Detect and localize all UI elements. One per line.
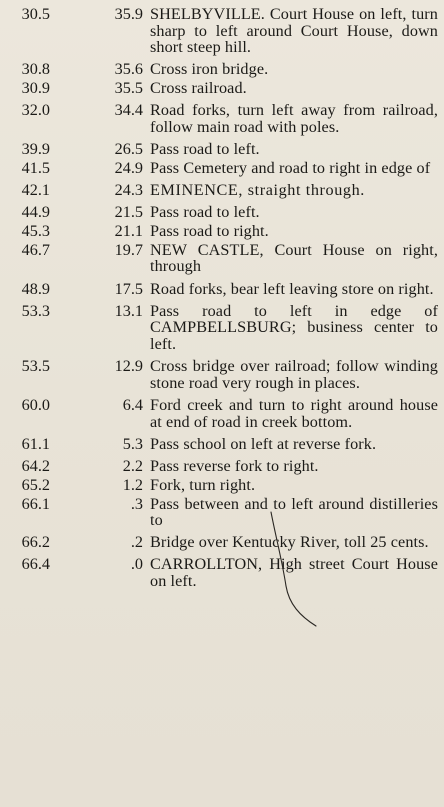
mileage-cumulative: 42.1 bbox=[21, 181, 50, 200]
route-entry bbox=[0, 158, 444, 177]
mileage-remaining: .3 bbox=[130, 494, 143, 513]
mileage-cumulative: 64.2 bbox=[21, 456, 50, 475]
route-direction-text: Pass reverse fork to right. bbox=[150, 456, 319, 475]
mileage-remaining: 1.2 bbox=[122, 475, 143, 494]
route-entry bbox=[0, 177, 444, 199]
mileage-remaining: 26.5 bbox=[114, 140, 143, 159]
route-entry bbox=[0, 56, 444, 78]
route-direction-text: Bridge over Kentucky River, toll 25 cents. bbox=[150, 533, 429, 552]
mileage-remaining: 35.5 bbox=[114, 79, 143, 98]
mileage-remaining: 2.2 bbox=[122, 456, 143, 475]
mileage-remaining: 24.3 bbox=[114, 181, 143, 200]
route-direction-text: NEW CASTLE, Court House on right, through bbox=[150, 240, 438, 276]
route-entry bbox=[0, 529, 444, 551]
route-direction-text: Pass road to left in edge of CAMPBELLSBURG; business center to left. bbox=[150, 301, 438, 353]
mileage-remaining: 35.6 bbox=[114, 60, 143, 79]
route-direction-text: Ford creek and turn to right around house at end of road in creek bottom. bbox=[150, 395, 438, 431]
mileage-remaining: 21.1 bbox=[114, 222, 143, 241]
route-direction-text: Pass school on left at reverse fork. bbox=[150, 434, 377, 453]
mileage-remaining: 17.5 bbox=[114, 279, 143, 298]
mileage-remaining: 12.9 bbox=[114, 357, 143, 376]
route-entry bbox=[0, 199, 444, 221]
route-entry bbox=[0, 136, 444, 158]
mileage-remaining: 5.3 bbox=[122, 434, 143, 453]
route-entry bbox=[0, 353, 444, 392]
route-direction-text: Cross railroad. bbox=[150, 79, 247, 98]
mileage-cumulative: 46.7 bbox=[21, 240, 50, 259]
route-entry bbox=[0, 6, 444, 56]
route-log-table bbox=[0, 6, 444, 590]
route-direction-text: Cross bridge over railroad; follow winding stone road very rough in places. bbox=[150, 357, 438, 392]
route-entry bbox=[0, 430, 444, 452]
mileage-cumulative: 53.5 bbox=[21, 357, 50, 376]
route-direction-text: Cross iron bridge. bbox=[150, 60, 269, 79]
route-direction-text: Fork, turn right. bbox=[150, 475, 256, 494]
mileage-cumulative: 32.0 bbox=[21, 101, 50, 120]
mileage-cumulative: 39.9 bbox=[21, 140, 50, 159]
route-entry bbox=[0, 221, 444, 240]
route-direction-text: Road forks, turn left away from railroad, follow main road with poles. bbox=[150, 101, 438, 136]
mileage-remaining: 24.9 bbox=[114, 158, 143, 177]
mileage-cumulative: 48.9 bbox=[21, 279, 50, 298]
mileage-cumulative: 61.1 bbox=[21, 434, 50, 453]
route-direction-text: Pass road to left. bbox=[150, 203, 260, 222]
mileage-remaining: .2 bbox=[130, 533, 143, 552]
mileage-cumulative: 41.5 bbox=[21, 158, 50, 177]
route-direction-text: Road forks, bear left leaving store on right. bbox=[150, 279, 434, 298]
mileage-cumulative: 53.3 bbox=[21, 301, 50, 320]
route-entry bbox=[0, 78, 444, 97]
route-entry bbox=[0, 97, 444, 136]
mileage-cumulative: 66.2 bbox=[21, 533, 50, 552]
mileage-cumulative: 30.9 bbox=[21, 79, 50, 98]
mileage-cumulative: 45.3 bbox=[21, 222, 50, 241]
route-direction-text: Pass Cemetery and road to right in edge of bbox=[150, 158, 431, 177]
route-direction-text: Pass road to right. bbox=[150, 222, 269, 241]
mileage-cumulative: 30.8 bbox=[21, 60, 50, 79]
mileage-remaining: 19.7 bbox=[114, 240, 143, 259]
route-entry bbox=[0, 493, 444, 528]
mileage-remaining: 21.5 bbox=[114, 203, 143, 222]
route-direction-text: SHELBYVILLE. Court House on left, turn sharp to left around Court House, down short steep hill. bbox=[150, 5, 438, 57]
route-direction-text: EMINENCE, straight through. bbox=[150, 181, 365, 200]
mileage-cumulative: 66.1 bbox=[21, 494, 50, 513]
route-entry bbox=[0, 551, 444, 590]
route-entry bbox=[0, 240, 444, 275]
route-entry bbox=[0, 275, 444, 297]
route-direction-text: Pass road to left. bbox=[150, 140, 260, 159]
mileage-remaining: 34.4 bbox=[114, 101, 143, 120]
mileage-remaining: 13.1 bbox=[114, 301, 143, 320]
route-entry bbox=[0, 391, 444, 430]
mileage-cumulative: 30.5 bbox=[21, 5, 50, 23]
mileage-cumulative: 44.9 bbox=[21, 203, 50, 222]
route-entry bbox=[0, 452, 444, 474]
mileage-cumulative: 60.0 bbox=[21, 395, 50, 414]
mileage-remaining: .0 bbox=[130, 555, 143, 574]
route-entry bbox=[0, 297, 444, 352]
route-entry bbox=[0, 475, 444, 494]
mileage-cumulative: 66.4 bbox=[21, 555, 50, 574]
mileage-remaining: 6.4 bbox=[122, 395, 143, 414]
mileage-cumulative: 65.2 bbox=[21, 475, 50, 494]
route-direction-text: Pass between and to left around distilleries to bbox=[150, 494, 438, 530]
route-direction-text: CARROLLTON, High street Court House on left. bbox=[150, 555, 438, 591]
mileage-remaining: 35.9 bbox=[114, 5, 143, 23]
